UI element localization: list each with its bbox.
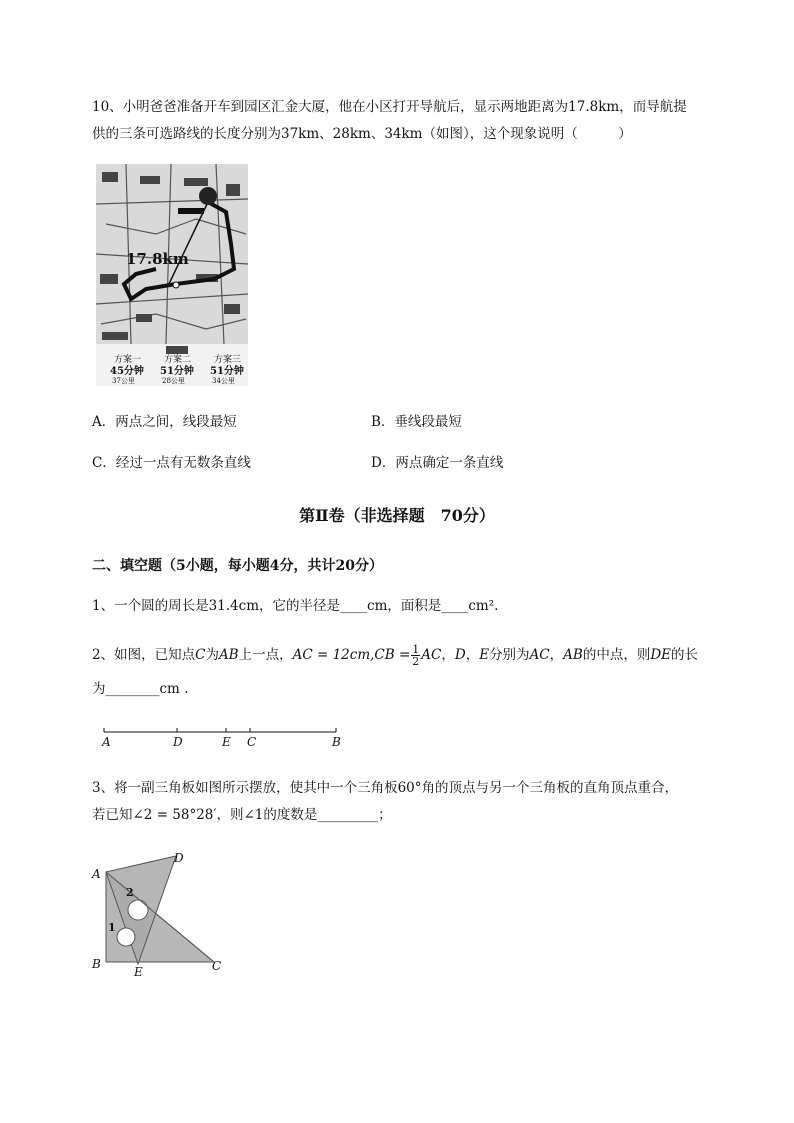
q3-line1: 3、将一副三角板如图所示摆放，使其中一个三角板60°角的顶点与另一个三角板的直角顶点重合， bbox=[92, 780, 679, 796]
navigation-map-image bbox=[96, 164, 248, 386]
angle-2-label: 2 bbox=[126, 886, 134, 899]
map-route-2-label: 方案二 bbox=[164, 355, 192, 365]
section-heading: 二、填空题（5小题，每小题4分，共计20分） bbox=[92, 558, 383, 574]
q10-option-b: B．垂线段最短 bbox=[371, 414, 462, 430]
map-route-3-label: 方案三 bbox=[214, 355, 242, 365]
point-b-label: B bbox=[332, 735, 341, 749]
map-route-2-dist: 28公里 bbox=[162, 377, 185, 385]
point-e-label: E bbox=[222, 735, 231, 749]
map-distance-label: 17.8km bbox=[126, 250, 189, 268]
map-route-1-label: 方案一 bbox=[114, 355, 142, 365]
map-route-3-time: 51分钟 bbox=[210, 366, 244, 377]
q2-line1: 2、如图，已知点C为AB上一点，AC = 12cm,CB = $\frac{1}{2}$ AC，D，E分别为AC，AB的中点，则DE的长 bbox=[92, 643, 699, 668]
map-route-3-dist: 34公里 bbox=[212, 377, 235, 385]
map-route-1-time: 45分钟 bbox=[110, 366, 144, 377]
section-title: 第Ⅱ卷（非选择题 70分） bbox=[299, 506, 495, 525]
point-c-label: C bbox=[247, 735, 257, 749]
point-a-label: A bbox=[102, 735, 111, 749]
tri-label-e: E bbox=[134, 965, 143, 979]
tri-label-d: D bbox=[174, 851, 184, 865]
q10-line1: 10、小明爸爸准备开车到园区汇金大厦，他在小区打开导航后，显示两地距离为17.8km，而导航提 bbox=[92, 99, 687, 115]
q2-segment-figure bbox=[96, 724, 356, 750]
q1-text: 1、一个圆的周长是31.4cm，它的半径是____cm，面积是____cm². bbox=[92, 598, 499, 614]
map-route-1-dist: 37公里 bbox=[112, 377, 135, 385]
q10-option-a: A．两点之间，线段最短 bbox=[92, 414, 237, 430]
tri-label-c: C bbox=[212, 959, 222, 973]
tri-label-a: A bbox=[92, 867, 101, 881]
q10-option-c: C．经过一点有无数条直线 bbox=[92, 455, 251, 471]
angle-1-label: 1 bbox=[108, 921, 116, 934]
map-route-2-time: 51分钟 bbox=[160, 366, 194, 377]
point-d-label: D bbox=[173, 735, 183, 749]
q3-triangle-figure bbox=[88, 846, 238, 980]
fraction-one-half: $\frac{1}{2}$ bbox=[412, 643, 420, 668]
q3-line2: 若已知∠2 = 58°28′，则∠1的度数是_________； bbox=[92, 807, 392, 823]
q2-line2: 为________cm . bbox=[92, 681, 189, 697]
q10-line2: 供的三条可选路线的长度分别为37km、28km、34km（如图），这个现象说明（ ） bbox=[92, 126, 632, 142]
q10-option-d: D．两点确定一条直线 bbox=[371, 455, 504, 471]
tri-label-b: B bbox=[92, 957, 101, 971]
